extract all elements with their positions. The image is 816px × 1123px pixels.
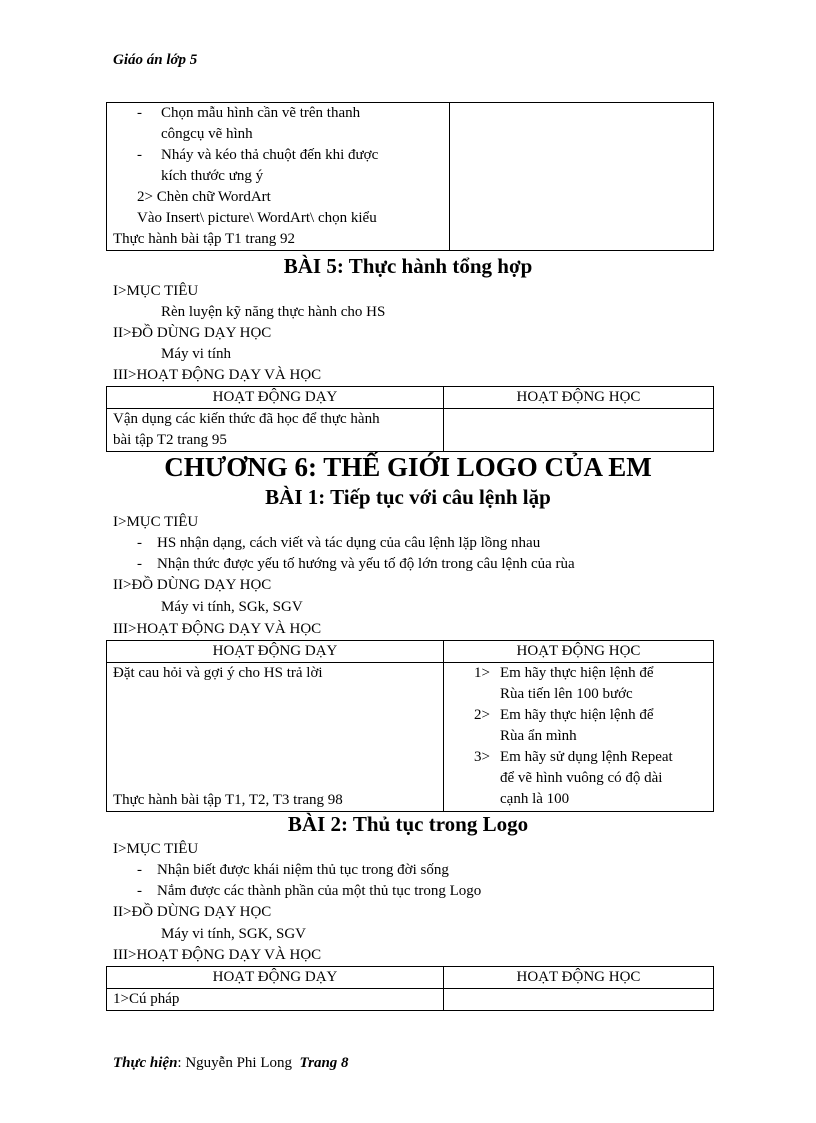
lesson1-materials-text: Máy vi tính, SGk, SGV [161,599,303,615]
lesson2-learning-cell [444,989,714,1011]
continuation-left-cell [107,103,450,251]
lesson1-section-activities: III>HOẠT ĐỘNG DẠY VÀ HỌC [113,621,322,637]
lesson2-section-objectives: I>MỤC TIÊU [113,841,199,857]
lesson2-materials-text: Máy vi tính, SGK, SGV [161,926,307,942]
lesson1-activity-table [106,640,714,812]
list-item: 1> Em hãy thực hiện lệnh để Rùa tiến lên 100 bước [474,665,654,702]
lesson5-section-activities: III>HOẠT ĐỘNG DẠY VÀ HỌC [113,367,322,383]
list-item: 2> Em hãy thực hiện lệnh để Rùa ẩn mình [474,707,654,744]
footer-author: : Nguyễn Phi Long [177,1055,293,1071]
list-item: 3> Em hãy sử dụng lệnh Repeat để vẽ hình vuông có độ dài cạnh là 100 [474,749,673,807]
col-header-learning: HOẠT ĐỘNG HỌC [444,641,714,663]
list-item: - Chọn mẫu hình cần vẽ trên thanh côngcụ vẽ hình [137,105,361,142]
list-item: - Nhận thức được yếu tố hướng và yếu tố độ lớn trong câu lệnh của rùa [137,556,575,572]
wordart-heading: 2> Chèn chữ WordArt [137,189,271,205]
wordart-instruction: Vào Insert\ picture\ WordArt\ chọn kiểu [137,210,377,226]
col-header-learning: HOẠT ĐỘNG HỌC [444,967,714,989]
lesson5-section-materials: II>ĐỒ DÙNG DẠY HỌC [113,325,272,341]
lesson1-teaching-cell: Đặt cau hỏi và gợi ý cho HS trả lời Thực hành bài tập T1, T2, T3 trang 98 [107,663,444,812]
chapter-title: CHƯƠNG 6: THẾ GIỚI LOGO CỦA EM [164,452,652,482]
list-item: - HS nhận dạng, cách viết và tác dụng của câu lệnh lặp lồng nhau [137,535,541,551]
footer-label: Thực hiện [113,1055,178,1071]
lesson5-objective-text: Rèn luyện kỹ năng thực hành cho HS [161,304,386,320]
lesson5-activity-table [106,386,714,452]
lesson5-learning-cell [444,409,714,452]
lesson5-section-objectives: I>MỤC TIÊU [113,283,199,299]
practice-text: Thực hành bài tập T1 trang 92 [113,231,295,247]
col-header-teaching: HOẠT ĐỘNG DẠY [107,387,444,409]
col-header-teaching: HOẠT ĐỘNG DẠY [107,967,444,989]
list-item: - Nhận biết được khái niệm thủ tục trong đời sống [137,862,449,878]
page-header: Giáo án lớp 5 [113,52,198,68]
lesson2-activity-table [106,966,714,1011]
continuation-right-cell [450,103,714,251]
lesson1-learning-cell [444,663,714,812]
lesson1-section-objectives: I>MỤC TIÊU [113,514,199,530]
continuation-table [106,102,714,251]
lesson2-teaching-cell: 1>Cú pháp [107,989,444,1011]
lesson2-title: BÀI 2: Thủ tục trong Logo [287,812,529,836]
footer-page-number: Trang 8 [299,1055,349,1071]
lesson1-title: BÀI 1: Tiếp tục với câu lệnh lặp [265,485,551,509]
page-footer [113,1055,349,1072]
lesson5-materials-text: Máy vi tính [161,346,231,362]
lesson2-section-materials: II>ĐỒ DÙNG DẠY HỌC [113,904,272,920]
list-item: - Nắm được các thành phần của một thủ tục trong Logo [137,883,482,899]
col-header-learning: HOẠT ĐỘNG HỌC [444,387,714,409]
lesson5-teaching-cell: Vận dụng các kiến thức đã học để thực hành bài tập T2 trang 95 [107,409,444,452]
lesson1-section-materials: II>ĐỒ DÙNG DẠY HỌC [113,577,272,593]
col-header-teaching: HOẠT ĐỘNG DẠY [107,641,444,663]
lesson2-section-activities: III>HOẠT ĐỘNG DẠY VÀ HỌC [113,947,322,963]
list-item: - Nháy và kéo thả chuột đến khi được kích thước ưng ý [137,147,379,184]
lesson5-title: BÀI 5: Thực hành tổng hợp [283,254,533,278]
